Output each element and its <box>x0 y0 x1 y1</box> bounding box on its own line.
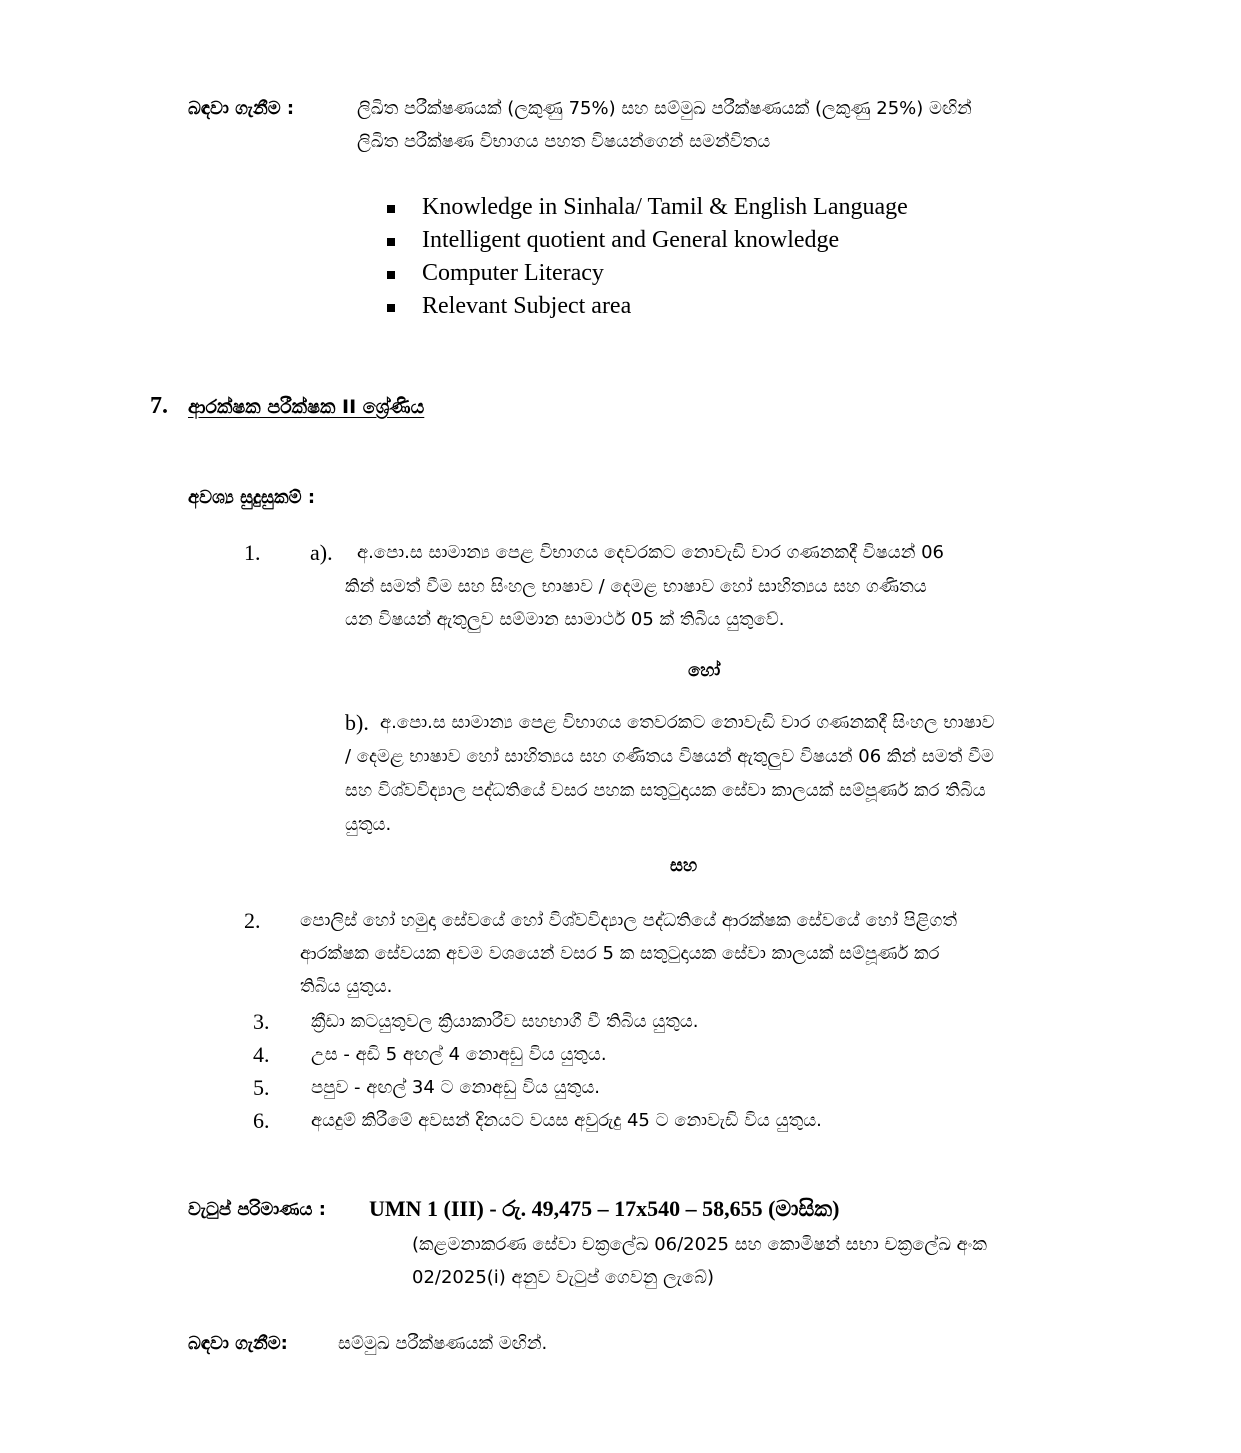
item-number: 4. <box>253 1042 270 1067</box>
list-item: Knowledge in Sinhala/ Tamil & English Language <box>422 194 908 220</box>
selection-label: බඳවා ගැනීම : <box>188 98 295 119</box>
item-number: 6. <box>253 1108 270 1133</box>
item-2-line-3: තිබිය යුතුය. <box>300 976 393 997</box>
list-item: Relevant Subject area <box>422 293 632 319</box>
salary-label: වැටුප් පරිමාණය : <box>188 1199 326 1220</box>
item-1a-line-2: කින් සමත් වීම සහ සිංහල භාෂාව / දෙමළ භාෂාව හෝ සාහිත්‍යය සහ ගණිතය <box>345 576 927 597</box>
item-number: 3. <box>253 1009 270 1034</box>
salary-note-line-2: 02/2025(i) අනුව වැටුප් ගෙවනු ලැබේ) <box>412 1267 715 1288</box>
item-4-text: උස - අඩි 5 අඟල් 4 නොඅඩු විය යුතුය. <box>311 1044 607 1065</box>
item-sub-label-b: b). <box>345 710 369 735</box>
item-5-text: පපුව - අඟල් 34 ට නොඅඩු විය යුතුය. <box>311 1077 600 1098</box>
item-2-line-1: පොලිස් හෝ හමුදා සේවයේ හෝ විශ්වවිද්‍යාල පද්ධතියේ ආරක්ෂක සේවයේ හෝ පිළිගත් <box>300 910 957 931</box>
item-number: 2. <box>244 908 261 933</box>
item-1a-line-1 <box>357 542 1153 563</box>
bullet-square-icon <box>387 304 395 312</box>
item-1b-line-3: සහ විශ්වවිද්‍යාල පද්ධතියේ වසර පහක සතුටුදායක සේවා කාලයක් සම්පූර්ණ කර තිබිය <box>345 780 986 801</box>
item-2-line-2: ආරක්ෂක සේවයක අවම වශයෙන් වසර 5 ක සතුටුදායක සේවා කාලයක් සම්පූර්ණ කර <box>300 943 940 964</box>
selection-line-2: ලිඛිත පරීක්ෂණ විභාගය පහත විෂයන්ගෙන් සමන්විතය <box>357 131 771 152</box>
bullet-square-icon <box>387 271 395 279</box>
bullet-square-icon <box>387 205 395 213</box>
item-6-text: අයදුම් කිරීමේ අවසන් දිනයට වයස අවුරුදු 45 ට නොවැඩි විය යුතුය. <box>311 1110 822 1131</box>
requirements-heading: අවශ්‍ය සුදුසුකම් : <box>188 487 316 508</box>
item-1a-line-3: යන විෂයන් ඇතුලුව සම්මාන සාමාර්ථ 05 ක් තිබිය යුතුවේ. <box>345 609 785 630</box>
list-item: Computer Literacy <box>422 260 604 286</box>
item-3-text: ක්‍රීඩා කටයුතුවල ක්‍රියාකාරීව සහභාගී වී තිබිය යුතුය. <box>311 1011 699 1032</box>
item-sub-label-a: a). <box>310 540 333 565</box>
or-label: හෝ <box>688 660 721 681</box>
bullet-square-icon <box>387 238 395 246</box>
item-1b-line-1: අ.පො.ස සාමාන්‍ය පෙළ විභාගය තෙවරකට නොවැඩි වාර ගණනකදී සිංහල භාෂාව <box>380 712 995 733</box>
and-label: සහ <box>670 855 698 876</box>
selection-line-1: ලිඛිත පරීක්ෂණයක් (ලකුණු 75%) සහ සම්මුඛ පරීක්ෂණයක් (ලකුණු 25%) මඟින් <box>357 98 972 119</box>
item-1b-line-2: / දෙමළ භාෂාව හෝ සාහිත්‍යය සහ ගණිතය විෂයන් ඇතුලුව විෂයන් 06 කින් සමත් වීම <box>345 746 994 767</box>
section-number: 7. <box>150 393 168 419</box>
list-item: Intelligent quotient and General knowledge <box>422 227 840 253</box>
salary-scale: UMN 1 (III) - රු. 49,475 – 17x540 – 58,655 (මාසික) <box>369 1196 840 1221</box>
item-number: 5. <box>253 1075 270 1100</box>
selection-method-text: සම්මුඛ පරීක්ෂණයක් මඟින්. <box>338 1333 548 1354</box>
section-title: ආරක්ෂක පරීක්ෂක II ශ්‍රේණිය <box>188 396 425 418</box>
text: අ.පො.ස සාමාන්‍ය පෙළ විභාගය දෙවරකට නොවැඩි වාර ගණනකදී විෂයන් 06 <box>357 542 944 563</box>
salary-note-line-1: (කළමනාකරණ සේවා චක්‍රලේඛ 06/2025 සහ කොමිෂන් සභා චක්‍රලේඛ අංක <box>412 1234 987 1255</box>
item-number: 1. <box>244 540 261 565</box>
selection-method-label: බඳවා ගැනීම: <box>188 1333 288 1354</box>
item-1b-line-4: යුතුය. <box>345 814 392 835</box>
